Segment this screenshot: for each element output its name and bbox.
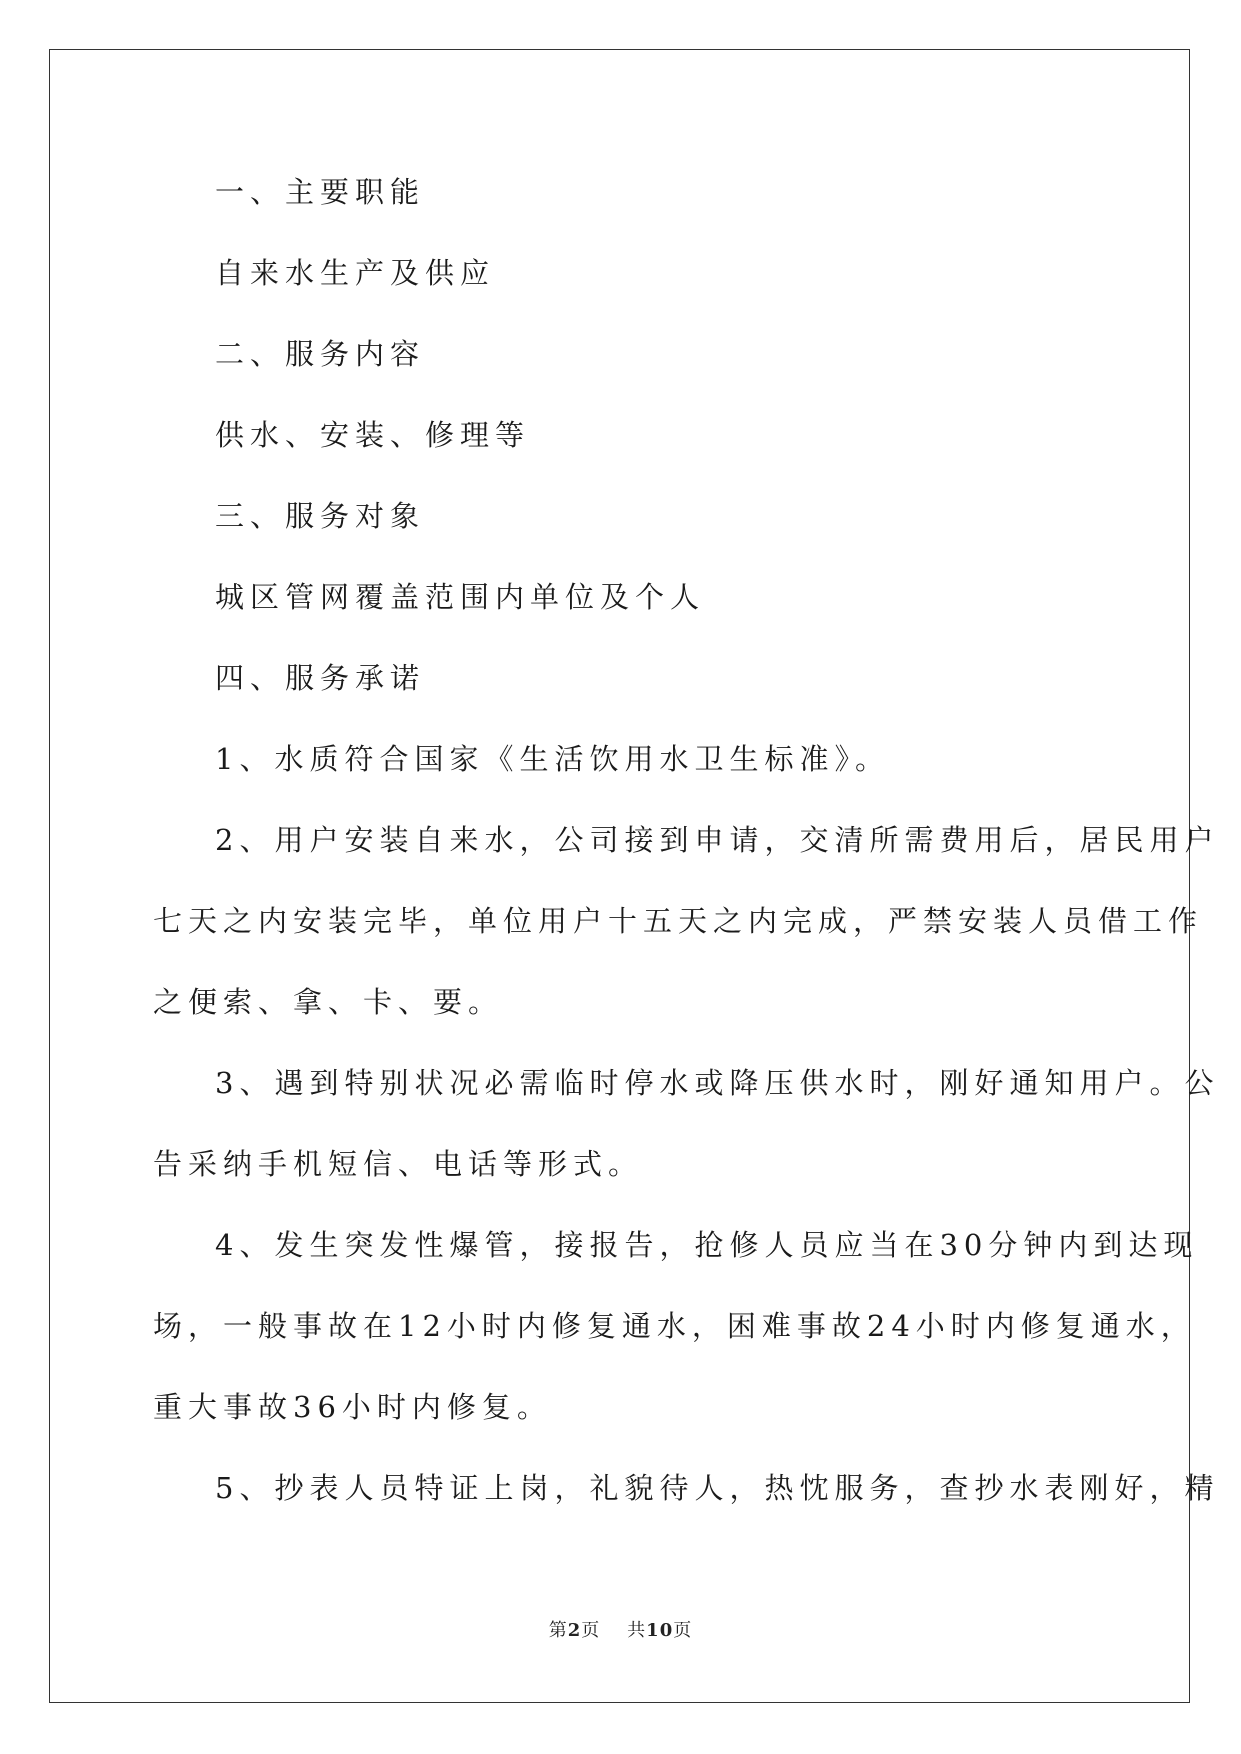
- footer-page-suffix: 页: [581, 1620, 601, 1641]
- commitment-4-line-1: 4、发生突发性爆管，接报告，抢修人员应当在30分钟内到达现: [215, 1228, 1199, 1262]
- commitment-3-line-1: 3、遇到特别状况必需临时停水或降压供水时，刚好通知用户。公: [215, 1066, 1220, 1100]
- commitment-1-line-1: 1、水质符合国家《生活饮用水卫生标准》。: [215, 742, 890, 776]
- paragraph-functions: 自来水生产及供应: [215, 256, 496, 290]
- commitment-5-line-1: 5、抄表人员特证上岗，礼貌待人，热忱服务，查抄水表刚好，精: [215, 1471, 1220, 1505]
- footer-page-number: 2: [567, 1620, 582, 1641]
- commitment-2-line-1: 2、用户安装自来水，公司接到申请，交清所需费用后，居民用户: [215, 823, 1220, 857]
- section-heading-commitments: 四、服务承诺: [215, 661, 426, 695]
- paragraph-service-targets: 城区管网覆盖范围内单位及个人: [215, 580, 706, 614]
- commitment-2-line-3: 之便索、拿、卡、要。: [153, 985, 504, 1019]
- section-heading-functions: 一、主要职能: [215, 175, 426, 209]
- footer-page-prefix: 第: [548, 1620, 568, 1641]
- page-footer: [0, 1616, 1241, 1642]
- page-border: [49, 49, 1190, 1703]
- section-heading-service-content: 二、服务内容: [215, 337, 426, 371]
- commitment-4-line-2: 场，一般事故在12小时内修复通水，困难事故24小时内修复通水，: [153, 1309, 1196, 1343]
- commitment-3-line-2: 告采纳手机短信、电话等形式。: [153, 1147, 644, 1181]
- commitment-2-line-2: 七天之内安装完毕，单位用户十五天之内完成，严禁安装人员借工作: [153, 904, 1204, 938]
- section-heading-service-targets: 三、服务对象: [215, 499, 426, 533]
- footer-total-prefix: 共: [627, 1620, 647, 1641]
- commitment-4-line-3: 重大事故36小时内修复。: [153, 1390, 552, 1424]
- footer-total-suffix: 页: [673, 1620, 693, 1641]
- footer-total-pages: 10: [646, 1620, 674, 1641]
- paragraph-service-content: 供水、安装、修理等: [215, 418, 531, 452]
